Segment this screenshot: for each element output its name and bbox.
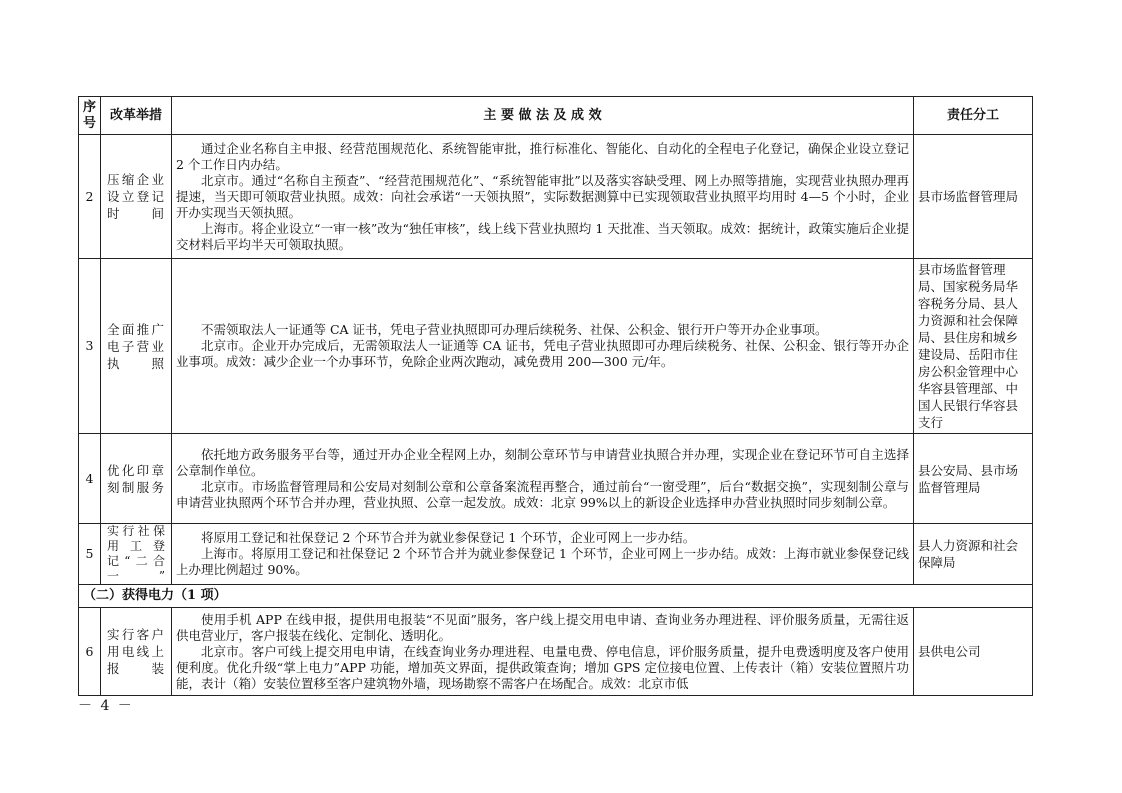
row-num: 4 — [79, 434, 101, 524]
row-content — [172, 608, 914, 696]
content-paragraph: 北京市。客户可线上提交用电申请，在线查询业务办理进程、电量电费、停电信息，评价服务质量，提升电费透明度及客户使用便利度。优化升级“掌上电力”APP 功能，增加英文界面，提供政策查询；增加 GPS 定位接电位置、上传表计（箱）安装位置照片功能，表计（箱）安装位置移至客户建筑物外墙，现场勘察不需客户在场配合。成效：北京市低 — [176, 643, 909, 691]
row-duty: 县市场监督管理局 — [914, 135, 1033, 259]
table-row — [79, 524, 1033, 585]
row-measure: 实行社保用工登记“二合一” — [101, 524, 172, 585]
row-duty: 县人力资源和社会保障局 — [914, 524, 1033, 585]
row-num: 3 — [79, 259, 101, 434]
reform-measures-table — [78, 96, 1033, 696]
row-measure: 全面推广电子营业执照 — [101, 259, 172, 434]
content-paragraph: 将原用工登记和社保登记 2 个环节合并为就业参保登记 1 个环节，企业可网上一步办结。 — [201, 530, 696, 545]
row-content — [172, 259, 914, 434]
row-num: 5 — [79, 524, 101, 585]
page-number: － 4 － — [78, 698, 134, 714]
section-heading-row — [79, 585, 1033, 608]
table-row — [79, 434, 1033, 524]
row-duty: 县公安局、县市场监督管理局 — [914, 434, 1033, 524]
content-paragraph: 使用手机 APP 在线申报，提供用电报装“不见面”服务，客户线上提交用电申请、查询业务办理进程、评价服务质量，无需往返供电营业厅，客户报装在线化、定制化、透明化。 — [176, 611, 909, 643]
content-paragraph: 北京市。市场监督管理局和公安局对刻制公章和公章备案流程再整合，通过前台“一窗受理”，后台“数据交换”，实现刻制公章与申请营业执照两个环节合并办理，营业执照、公章一起发放。成效：北京 99%以上的新设企业选择申办营业执照时同步刻制公章。 — [176, 478, 909, 510]
header-duty: 责任分工 — [914, 97, 1033, 135]
row-duty: 县市场监督管理局、国家税务局华容税务分局、县人力资源和社会保障局、县住房和城乡建设局、岳阳市住房公积金管理中心华容县管理部、中国人民银行华容县支行 — [914, 259, 1033, 434]
row-num: 6 — [79, 608, 101, 696]
table-header-row — [79, 97, 1033, 135]
table-row — [79, 608, 1033, 696]
section-heading: （二）获得电力（1 项） — [79, 585, 1033, 608]
row-content — [172, 135, 914, 259]
document-page — [78, 96, 1032, 696]
header-measure: 改革举措 — [101, 97, 172, 135]
table-row — [79, 259, 1033, 434]
content-paragraph: 上海市。将企业设立“一审一核”改为“独任审核”，线上线下营业执照均 1 天批准、当天领取。成效：据统计，政策实施后企业提交材料后平均半天可领取执照。 — [176, 220, 909, 252]
header-content: 主 要 做 法 及 成 效 — [172, 97, 914, 135]
content-paragraph: 依托地方政务服务平台等，通过开办企业全程网上办，刻制公章环节与申请营业执照合并办理，实现企业在登记环节可自主选择公章制作单位。 — [176, 446, 909, 478]
row-num: 2 — [79, 135, 101, 259]
content-paragraph: 上海市。将原用工登记和社保登记 2 个环节合并为就业参保登记 1 个环节，企业可网上一步办结。成效：上海市就业参保登记线上办理比例超过 90%。 — [176, 546, 909, 577]
content-paragraph: 通过企业名称自主申报、经营范围规范化、系统智能审批，推行标准化、智能化、自动化的全程电子化登记，确保企业设立登记 2 个工作日内办结。 — [176, 140, 909, 172]
row-measure: 实行客户用电线上报装 — [101, 608, 172, 696]
row-duty: 县供电公司 — [914, 608, 1033, 696]
content-paragraph: 不需领取法人一证通等 CA 证书，凭电子营业执照即可办理后续税务、社保、公积金、银行开户等开办企业事项。 — [201, 322, 828, 337]
table-row — [79, 135, 1033, 259]
content-paragraph: 北京市。通过“名称自主预查”、“经营范围规范化”、“系统智能审批”以及落实容缺受理、网上办照等措施，实现营业执照办理再提速，当天即可领取营业执照。成效：向社会承诺“一天领执照”，实际数据测算中已实现领取营业执照平均用时 4—5 个小时，企业开办实现当天领执照。 — [176, 172, 909, 220]
content-paragraph: 北京市。企业开办完成后，无需领取法人一证通等 CA 证书，凭电子营业执照即可办理后续税务、社保、公积金、银行等开办企业事项。成效：减少企业一个办事环节，免除企业两次跑动，减免费用 200—300 元/年。 — [176, 338, 909, 369]
header-num: 序号 — [79, 97, 101, 135]
row-measure: 压缩企业设立登记时间 — [101, 135, 172, 259]
row-measure: 优化印章刻制服务 — [101, 434, 172, 524]
row-content — [172, 524, 914, 585]
row-content — [172, 434, 914, 524]
